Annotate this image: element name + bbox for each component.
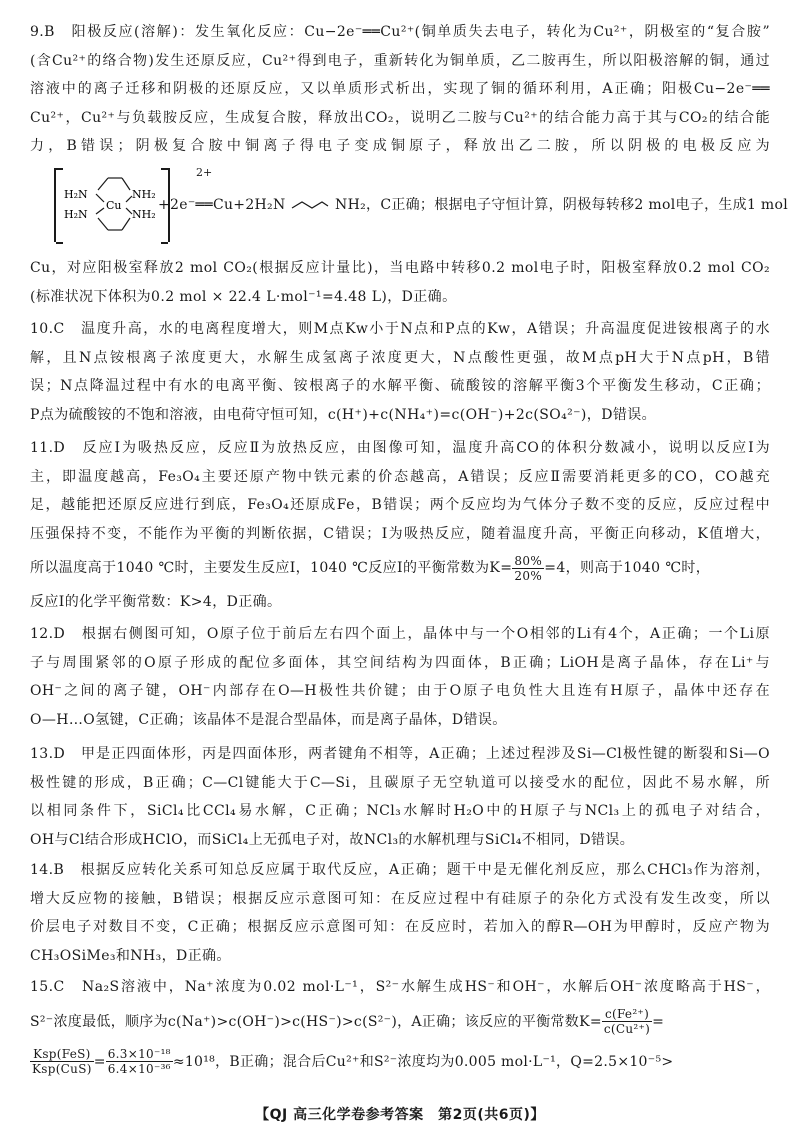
fraction: [512, 554, 544, 583]
answer-11: [30, 434, 770, 617]
text-span: 所以温度高于1040 ℃时，主要发生反应Ⅰ，1040 ℃反应Ⅰ的平衡常数为K=: [30, 560, 513, 576]
text-line: 子与周围紧邻的O原子形成的配位多面体，其空间结构为四面体，B正确；LiOH是离子晶体，存在Li⁺与: [30, 654, 770, 671]
text-line: 价层电子对数目不变，C正确；根据反应示意图可知：在反应时，若加入的醇R—OH为甲醇时，反应产物为: [30, 919, 770, 935]
text-span: =: [93, 1053, 106, 1070]
text-line: 10.C 温度升高，水的电离程度增大，则M点Kw小于N点和P点的Kw，A错误；升高温度促进铵根离子的水: [30, 321, 770, 337]
text-line: 增大反应物的接触，B错误；根据反应示意图可知：在反应过程中有硅原子的杂化方式没有发生改变，所以: [30, 890, 770, 907]
text-line: OH与Cl结合形成HClO，而SiCl₄上无孤电子对，故NCl₃的水解机理与SiCl₄不相同，D错误。: [30, 831, 635, 848]
answer-15: [30, 973, 770, 1082]
equation-text: [158, 191, 788, 219]
text-line: 以相同条件下，SiCl₄比CCl₄易水解，C正确；NCl₃水解时H₂O中的H原子与NCl₃上的孤电子对结合，: [30, 803, 770, 819]
copper-label: Cu: [106, 199, 122, 212]
text-span: ≈10¹⁸，B正确；混合后Cu²⁺和S²⁻浓度均为0.005 mol·L⁻¹，Q=2.5×10⁻⁵>: [172, 1053, 674, 1070]
answer-10: [30, 315, 770, 429]
text-line: 9.B 阳极反应(溶解)：发生氧化反应：Cu−2e⁻══Cu²⁺(铜单质失去电子，转化为Cu²⁺，阴极室的“复合胺”: [30, 24, 770, 40]
text-line: O—H…O氢键，C正确；该晶体不是混合型晶体，而是离子晶体，D错误。: [30, 711, 507, 728]
text-line: P点为硫酸铵的不饱和溶液，由电荷守恒可知，c(H⁺)+c(NH₄⁺)=c(OH⁻)+2c(SO₄²⁻)，D错误。: [30, 406, 657, 423]
answer-13: [30, 740, 770, 854]
fraction: [30, 1047, 94, 1076]
text-line: Cu，对应阳极室释放2 mol CO₂(根据反应计量比)，当电路中转移0.2 mol电子时，阳极室释放0.2 mol CO₂: [30, 260, 770, 276]
text-line: CH₃OSiMe₃和NH₃，D正确。: [30, 947, 231, 964]
cathode-equation: [30, 166, 789, 244]
ethylene-chain-icon: [290, 198, 330, 212]
amine-label: NH₂: [132, 188, 156, 201]
text-line: 15.C Na₂S溶液中，Na⁺浓度为0.02 mol·L⁻¹，S²⁻水解生成HS⁻和OH⁻，水解后OH⁻浓度略高于HS⁻，: [30, 979, 770, 995]
fraction-denominator: 6.4×10⁻³⁶: [107, 1062, 171, 1076]
text-line: 13.D 甲是正四面体形，丙是四面体形，两者键角不相等，A正确；上述过程涉及Si—Cl极性键的断裂和Si—O: [30, 746, 770, 762]
text-line: OH⁻之间的离子键，OH⁻内部存在O—H极性共价键；由于O原子电负性大且连有H原子，晶体中还存在: [30, 683, 770, 699]
text-line: 主，即温度越高，Fe₃O₄主要还原产物中铁元素的价态越高，A错误；反应Ⅱ需要消耗更多的CO，CO越充: [30, 468, 770, 485]
fraction-denominator: 20%: [514, 568, 543, 583]
amine-label: H₂N: [64, 208, 88, 221]
text-line: 11.D 反应Ⅰ为吸热反应，反应Ⅱ为放热反应，由图像可知，温度升高CO的体积分数减小，说明以反应Ⅰ为: [30, 440, 770, 456]
text-line: Cu²⁺，Cu²⁺与负载胺反应，生成复合胺，释放出CO₂，说明乙二胺与Cu²⁺的结合能力高于其与CO₂的结合能: [30, 109, 770, 126]
amine-label: H₂N: [64, 188, 88, 201]
text-line: 足，越能把还原反应进行到底，Fe₃O₄还原成Fe，B错误；两个反应均为气体分子数不变的反应，反应过程中: [30, 497, 770, 513]
text-line: 误；N点降温过程中有水的电离平衡、铵根离子的水解平衡、硫酸铵的溶解平衡3个平衡发生移动，C正确；: [30, 378, 770, 394]
equation-right: NH₂，C正确；根据电子守恒计算，阴极每转移2 mol电子，生成1 mol: [335, 197, 789, 213]
text-line: (标准状况下体积为0.2 mol × 22.4 L·mol⁻¹=4.48 L)，D正确。: [30, 288, 457, 305]
text-line: 压强保持不变，不能作为平衡的判断依据，C错误；Ⅰ为吸热反应，随着温度升高，平衡正向移动，K值增大，: [30, 525, 770, 542]
equation-left: +2e⁻══Cu+2H₂N: [158, 197, 286, 213]
text-line: 解，且N点铵根离子浓度更大，水解生成氢离子浓度更大，N点酸性更强，故M点pH大于N点pH，B错: [30, 349, 770, 366]
complex-charge: 2+: [196, 166, 213, 179]
copper-complex-structure: [54, 166, 213, 242]
amine-label: NH₂: [132, 208, 156, 221]
fraction-numerator: 80%: [514, 553, 543, 568]
equilibrium-constant-line: [30, 1002, 770, 1042]
fraction-numerator: c(Fe²⁺): [602, 1007, 652, 1022]
complex-ring-drawing: [56, 168, 168, 242]
text-span: =: [652, 1013, 665, 1030]
ksp-line: [30, 1042, 770, 1082]
answer-9-cont: [30, 254, 770, 311]
fraction-denominator: Ksp(CuS): [32, 1062, 92, 1076]
equilibrium-line: [30, 548, 770, 588]
fraction: [602, 1007, 652, 1036]
fraction-denominator: c(Cu²⁺): [603, 1022, 651, 1036]
fraction-numerator: 6.3×10⁻¹⁸: [107, 1047, 171, 1061]
answer-14: [30, 856, 770, 970]
page-footer: 【QJ 高三化学卷参考答案 第2页(共6页)】: [255, 1107, 545, 1123]
text-line: 溶液中的离子迁移和阴极的还原反应，又以单质形式析出，实现了铜的循环利用，A正确；阳极Cu−2e⁻══: [30, 81, 770, 97]
text-line: 12.D 根据右侧图可知，O原子位于前后左右四个面上，晶体中与一个O相邻的Li有4个，A正确；一个Li原: [30, 626, 770, 642]
fraction: [106, 1047, 173, 1076]
text-line: 极性键的形成，B正确；C—Cl键能大于C—Si，且碳原子无空轨道可以接受水的配位，因此不易水解，所: [30, 774, 770, 791]
text-line: (含Cu²⁺的络合物)发生还原反应，Cu²⁺得到电子，重新转化为铜单质，乙二胺再生，所以阳极溶解的铜，通过: [30, 52, 770, 69]
fraction-numerator: Ksp(FeS): [30, 1047, 94, 1062]
text-span: S²⁻浓度最低，顺序为c(Na⁺)>c(OH⁻)>c(HS⁻)>c(S²⁻)，A正确；该反应的平衡常数K=: [30, 1013, 602, 1030]
text-line: 力，B错误；阴极复合胺中铜离子得电子变成铜原子，释放出乙二胺，所以阴极的电极反应为: [30, 138, 770, 154]
text-span: =4，则高于1040 ℃时，: [544, 560, 711, 576]
answer-12: [30, 620, 770, 734]
answer-9: [30, 18, 770, 161]
text-line: 14.B 根据反应转化关系可知总反应属于取代反应，A正确；题干中是无催化剂反应，那么CHCl₃作为溶剂，: [30, 862, 770, 878]
text-line: 反应Ⅰ的化学平衡常数：K>4，D正确。: [30, 594, 282, 610]
